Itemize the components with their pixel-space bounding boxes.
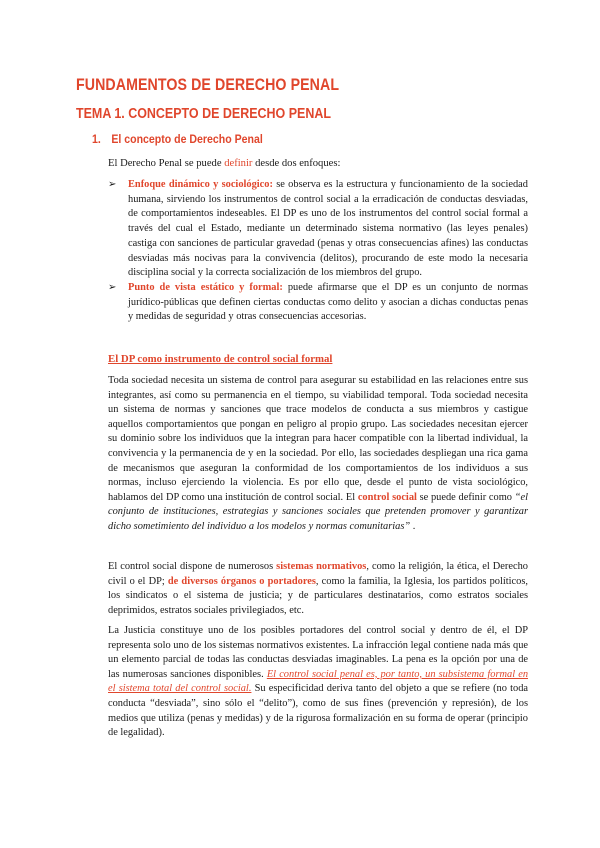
subsection-title: El DP como instrumento de control social formal <box>108 353 333 365</box>
control-social-highlight: control social <box>357 491 417 503</box>
subsystem-quote: El control social penal es, por tanto, un subsistema formal en el sistema total del control social. <box>108 668 529 695</box>
paragraph-text: La Justicia constituye uno de los posibles portadores del control social y dentro de él, el DP representa solo uno de los sistemas normativos existentes. La infracción legal contiene nada más que un elemento parcial de todas las conductas desviadas imaginables. La pena es la opción por una de las numerosas sanciones disponibles. <box>108 625 528 680</box>
paragraph-text: , como la religión, la ética, el Derecho civil o el DP; <box>108 561 528 587</box>
bullet-lead: Enfoque dinámico y sociológico: <box>128 179 273 190</box>
intro-text: El Derecho Penal se puede <box>108 158 225 169</box>
paragraph-text: Su especificidad deriva tanto del objeto a que se refiere (no toda conducta “desviada”, sino sólo el “delito”), como de sus fines (prevención y represión), de los medios que utiliza (penas y medidas) y de la rigurosa formalización en su forma de operar (principio de legalidad). <box>108 683 528 739</box>
normative-systems-highlight: sistemas normativos <box>276 561 367 572</box>
paragraph-text: . <box>410 520 416 532</box>
paragraph-text: , como la familia, la Iglesia, los partidos políticos, los sindicatos o el sistema de justicia; y de particulares destinatarios, como estratos sociales deprimidos, estratos sociales privilegiados, etc. <box>108 575 528 616</box>
arrow-bullet-icon: ➢ <box>108 179 117 190</box>
document-title: FUNDAMENTOS DE DERECHO PENAL <box>76 76 340 94</box>
arrow-bullet-icon: ➢ <box>108 281 117 293</box>
section-title: El concepto de Derecho Penal <box>111 132 263 146</box>
paragraph-control-social <box>108 374 528 535</box>
bullet-lead: Punto de vista estático y formal: <box>128 281 283 293</box>
organs-highlight: de diversos órganos o portadores <box>167 575 316 587</box>
list-item <box>108 281 528 325</box>
paragraph-text: El control social dispone de numerosos <box>108 561 277 572</box>
intro-text-end: desde dos enfoques: <box>252 158 341 169</box>
bullet-text: puede afirmarse que el DP es un conjunto de normas jurídico-públicas que definen ciertas conductas como delito y asocian a dichas conductas penas y medidas de seguridad y otras consecuencias accesorias. <box>128 281 528 323</box>
topic-title: TEMA 1. CONCEPTO DE DERECHO PENAL <box>76 106 331 122</box>
bullet-text: se observa es la estructura y funcionamiento de la sociedad humana, sirviendo los instrumentos de control social a la erradicación de conductas desviadas, de comportamientos indeseables. El DP es uno de los instrumentos del control social formal a través del cual el Estado, mediante un determinado sistema normativo (las leyes penales) castiga con sanciones de particular gravedad (penas y otras consecuencias afines) las conductas desviadas más nocivas para la convivencia (delitos), procurando de este modo la necesaria disciplina social y la correcta socialización de los miembros del grupo. <box>128 179 528 279</box>
approach-list <box>108 178 528 325</box>
paragraph-text: se puede definir como <box>416 491 515 503</box>
definition-quote: “el conjunto de instituciones, estrategias y sanciones sociales que pretenden promover y garantizar dicho sometimiento del individuo a los modelos y normas comunitarias” <box>108 491 528 532</box>
intro-highlight: definir <box>224 158 253 169</box>
intro-sentence <box>108 158 340 169</box>
paragraph-normative-systems <box>108 560 528 618</box>
section-heading <box>92 132 263 146</box>
paragraph-text: Toda sociedad necesita un sistema de control para asegurar su estabilidad en las relaciones entre sus integrantes, así como su permanencia en el tiempo, su viabilidad temporal. Toda sociedad necesita un sistema de normas y sanciones que trace modelos de conducta a sus miembros y castigue aquellos comportamientos que pongan en peligro al propio grupo. Las sociedades necesitan ejercer su dominio sobre los individuos que la integran para hacer compatible con la libertad individual, la convivencia y la permanencia de y en la sociedad. Por ello, las sociedades despliegan una rica gama de mecanismos que aseguran la conformidad de los comportamientos de los individuos a sus normas, incluso ejerciendo la violencia. Es por ello que, desde el punto de vista sociológico, hablamos del DP como una institución de control social. El <box>108 375 528 503</box>
section-number: 1. <box>92 132 101 146</box>
paragraph-justice <box>108 624 528 741</box>
list-item <box>108 178 528 281</box>
